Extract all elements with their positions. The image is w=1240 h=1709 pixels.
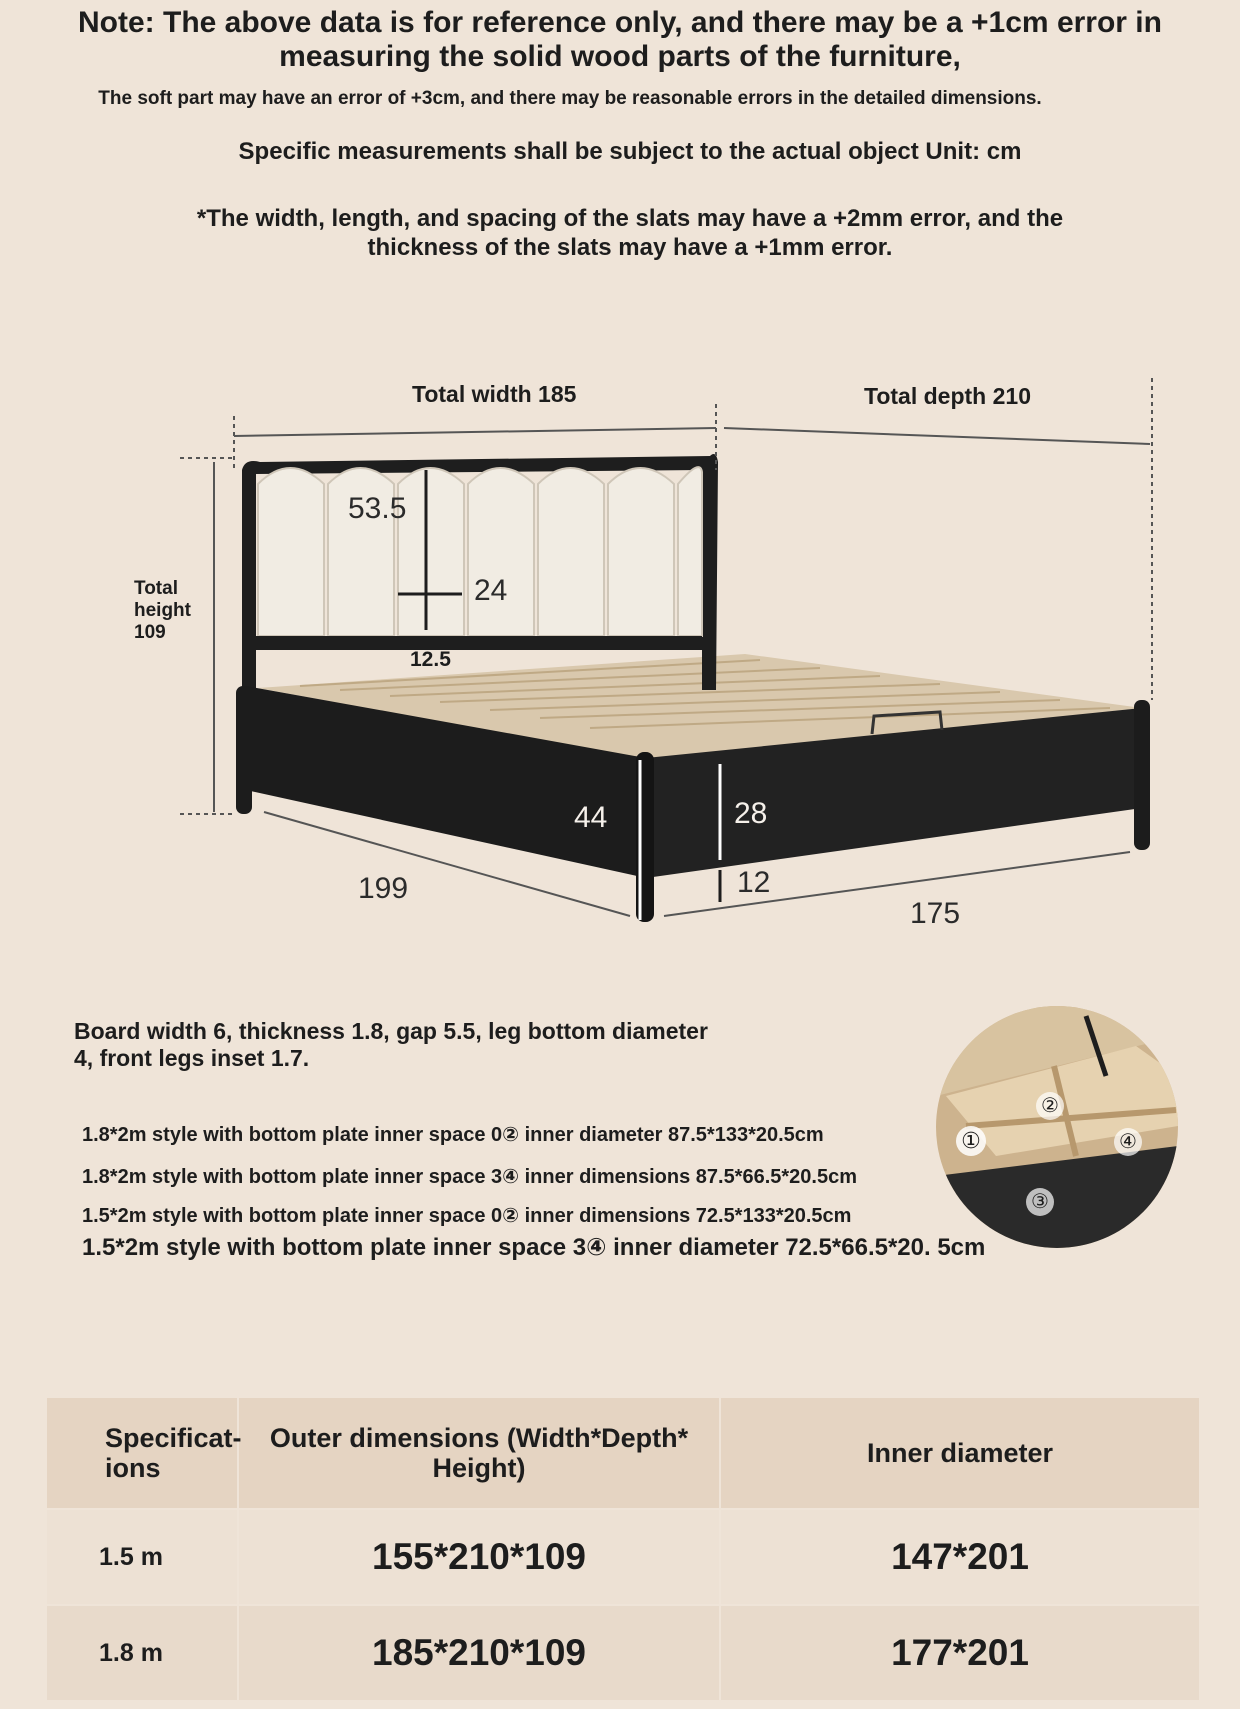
table-row xyxy=(47,1510,1199,1604)
headboard-cushions xyxy=(258,467,702,636)
note-title: Note: The above data is for reference only, and there may be a +1cm error in measuring the solid wood parts of the furniture, xyxy=(78,6,1162,73)
leg-front-right xyxy=(1134,700,1150,850)
storage-label-3: ③ xyxy=(1026,1188,1054,1216)
leg-back-left xyxy=(236,686,252,814)
board-note: Board width 6, thickness 1.8, gap 5.5, leg bottom diameter 4, front legs inset 1.7. xyxy=(74,1018,708,1071)
storage-thumbnail xyxy=(936,1006,1178,1248)
storage-label-2: ② xyxy=(1036,1092,1064,1120)
row-inner: 177*201 xyxy=(891,1632,1029,1673)
header-cell-inner xyxy=(721,1398,1199,1508)
row-spec: 1.8 m xyxy=(99,1638,163,1667)
header-cell-spec xyxy=(47,1398,242,1508)
bed-diagram xyxy=(0,360,1240,940)
note-soft-error: The soft part may have an error of +3cm, and there may be reasonable errors in the detailed dimensions. xyxy=(98,88,1042,109)
note-slat-error: *The width, length, and spacing of the slats may have a +2mm error, and the thickness of the slats may have a +1mm error. xyxy=(196,205,1064,261)
note-specific-measurements: Specific measurements shall be subject to the actual object Unit: cm xyxy=(238,138,1022,165)
rail-height-label: 28 xyxy=(734,797,768,830)
row-outer: 185*210*109 xyxy=(372,1632,586,1673)
side-height-label: 44 xyxy=(574,801,608,834)
headboard-height-label: 53.5 xyxy=(348,492,407,525)
table-row xyxy=(47,1606,1199,1700)
storage-label-4: ④ xyxy=(1114,1128,1142,1156)
headboard-rail xyxy=(256,636,702,650)
clearance-label: 12 xyxy=(737,866,771,899)
panel-width-label: 24 xyxy=(474,574,508,607)
row-inner: 147*201 xyxy=(891,1536,1029,1577)
space-line-3: 1.5*2m style with bottom plate inner space 0② inner dimensions 72.5*133*20.5cm xyxy=(82,1205,852,1227)
space-line-4: 1.5*2m style with bottom plate inner space 3④ inner diameter 72.5*66.5*20. 5cm xyxy=(82,1234,986,1261)
headboard-gap-label: 12.5 xyxy=(410,648,451,671)
length-label: 199 xyxy=(358,872,409,905)
total-depth-label: Total depth 210 xyxy=(864,383,1031,409)
total-height-label: Total height 109 xyxy=(134,578,191,643)
header-outer-text: Outer dimensions (Width*Depth* Height) xyxy=(269,1423,689,1483)
storage-label-1: ① xyxy=(956,1126,986,1156)
table-header-row xyxy=(47,1398,1199,1508)
space-line-1: 1.8*2m style with bottom plate inner space 0② inner diameter 87.5*133*20.5cm xyxy=(82,1124,824,1146)
row-outer: 155*210*109 xyxy=(372,1536,586,1577)
space-line-2: 1.8*2m style with bottom plate inner space 3④ inner dimensions 87.5*66.5*20.5cm xyxy=(82,1166,858,1188)
row-spec: 1.5 m xyxy=(99,1542,163,1571)
spec-table xyxy=(47,1398,1199,1700)
header-cell-outer xyxy=(239,1398,721,1508)
header-spec-text: Specificat- ions xyxy=(105,1423,242,1483)
header-inner-text: Inner diameter xyxy=(866,1438,1054,1468)
total-width-label: Total width 185 xyxy=(412,381,577,407)
foot-width-label: 175 xyxy=(910,897,961,930)
